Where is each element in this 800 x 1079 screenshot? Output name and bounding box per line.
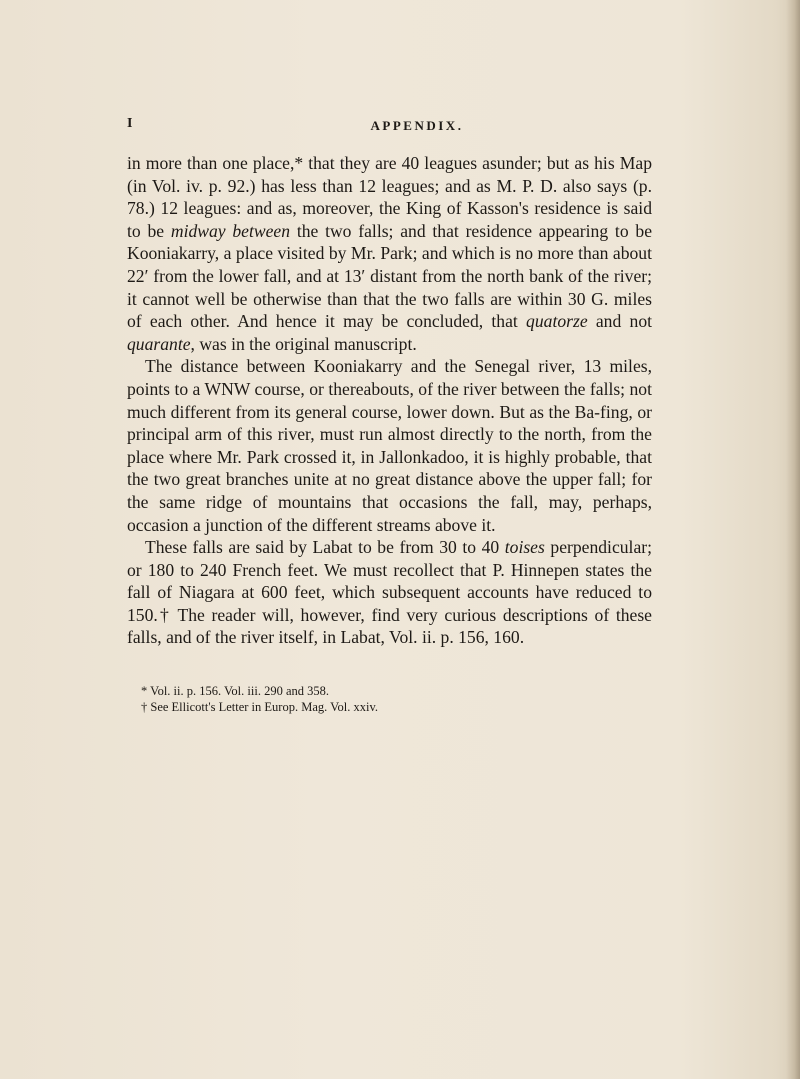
page-edge-shadow bbox=[786, 0, 800, 1079]
paragraph-1-part-3: and not bbox=[587, 311, 653, 332]
page-mark: I bbox=[127, 116, 133, 131]
paragraph-1-italic-1: midway between bbox=[170, 220, 291, 241]
paragraph-1-italic-2: quatorze bbox=[526, 311, 588, 332]
paragraph-1-part-4: , was in the original manuscript. bbox=[190, 333, 417, 354]
footnotes bbox=[127, 683, 652, 715]
footnote: * Vol. ii. p. 156. Vol. iii. 290 and 358. bbox=[141, 684, 329, 698]
footnote: † See Ellicott's Letter in Europ. Mag. Vol. xxiv. bbox=[141, 700, 379, 714]
running-title-text: APPENDIX. bbox=[370, 118, 464, 133]
paragraph-2: The distance between Kooniakarry and the Senegal river, 13 miles, points to a WNW course, or thereabouts, of the river between the falls; not much different from its general course, lower down. But as the Ba-fing, or principal arm of this river, must run almost directly to the north, from the place where Mr. Park crossed it, in Jallonkadoo, it is highly probable, that the two great branches unite at no great distance above the upper fall; for the same ridge of mountains that occasions the fall, may, perhaps, occasion a junction of the different streams above it. bbox=[127, 356, 652, 535]
paragraph-3 bbox=[127, 536, 652, 649]
paragraph-1 bbox=[127, 152, 652, 355]
paragraph-1-italic-3: quarante bbox=[127, 333, 191, 354]
paragraph-1-part-1: in more than one place,* that they are 40 leagues asunder; but as his Map (in Vol. iv. p. 92.) has less than 12 leagues; and as M. P. D. also says (p. 78.) 12 leagues: and as, moreover, the King of Kasson's residence is said to be bbox=[127, 153, 652, 241]
paragraph-1-part-2: the two falls; and that residence appearing to be Kooniakarry, a place visited by Mr. Park; and which is no more than about 22′ from the lower fall, and at 13′ distant from the north bank of the river; it cannot well be otherwise than that the two falls are within 30 G. miles of each other. And hence it may be concluded, that bbox=[127, 220, 652, 332]
body-text bbox=[127, 152, 652, 649]
running-title bbox=[0, 118, 800, 134]
paragraph-3-italic-1: toises bbox=[504, 537, 545, 558]
paragraph-3-part-2: perpendicular; or 180 to 240 French feet. We must recollect that P. Hinnepen states the fall of Niagara at 600 feet, which subsequent accounts have reduced to 150.† The reader will, however, find very curious descriptions of these falls, and of the river itself, in Labat, Vol. ii. p. 156, 160. bbox=[127, 537, 652, 648]
paragraph-3-part-1: These falls are said by Labat to be from 30 to 40 bbox=[145, 537, 505, 558]
